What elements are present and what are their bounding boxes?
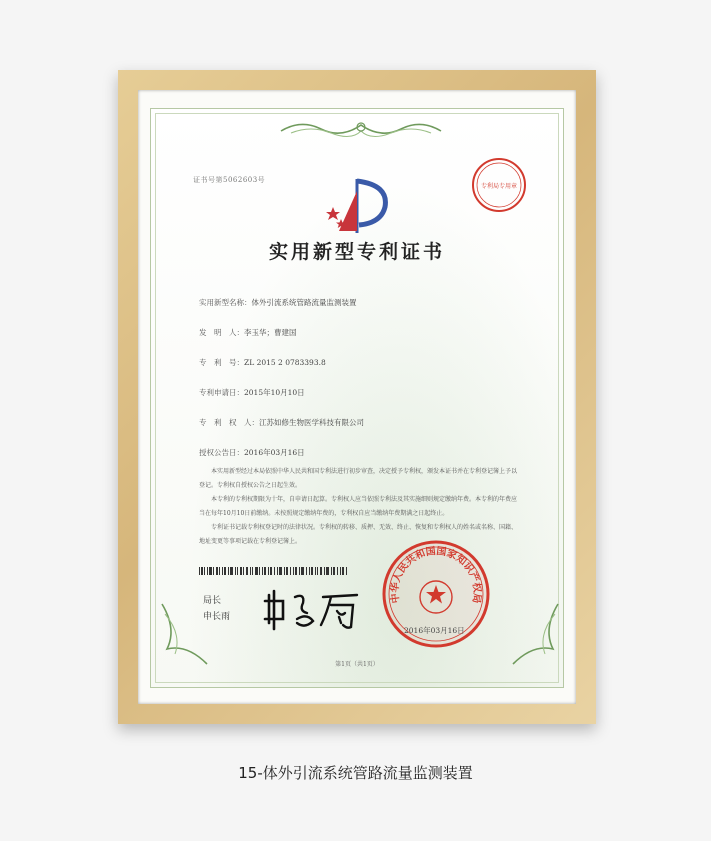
field-value: 体外引流系统管路流量监测装置 (251, 298, 357, 307)
field-value: ZL 2015 2 0783393.8 (244, 358, 326, 367)
utility-model-name-field (199, 297, 357, 308)
field-label: 专 利 权 人： (199, 418, 259, 427)
field-value: 2016年03月16日 (244, 448, 305, 457)
picture-frame (118, 70, 596, 724)
field-value: 李玉华；曹建国 (244, 328, 297, 337)
field-label: 专利申请日： (199, 388, 244, 397)
patentee-field (199, 417, 364, 428)
field-label: 授权公告日： (199, 448, 244, 457)
field-label: 发 明 人： (199, 328, 244, 337)
image-caption: 15-体外引流系统管路流量监测装置 (238, 764, 473, 782)
field-label: 实用新型名称： (199, 298, 252, 307)
certificate-serial: 证书号第5062603号 (193, 176, 266, 184)
certificate-title: 实用新型专利证书 (268, 241, 445, 263)
filing-date-field (199, 387, 305, 398)
patent-office-emblem-icon (319, 175, 399, 235)
page-number: 第1页（共1页） (335, 661, 379, 668)
seal-date: 2016年03月16日 (404, 626, 465, 635)
body-paragraph: 专利证书记载专利权登记时的法律状况。专利权的转移、质押、无效、终止、恢复和专利权人的姓名或名称、国籍、地址变更等事项记载在专利登记簿上。 (199, 524, 518, 545)
barcode (199, 567, 349, 575)
patent-number-field (199, 357, 326, 368)
certificate-body-text (199, 465, 521, 549)
inventor-field (199, 327, 297, 338)
body-paragraph: 本专利的专利权期限为十年，自申请日起算。专利权人应当依照专利法及其实施细则规定缴纳年费。本专利的年费应当在每年10月10日前缴纳。未按照规定缴纳年费的，专利权自应当缴纳年费期满之日起终止。 (199, 496, 518, 517)
body-paragraph: 本实用新型经过本局依照中华人民共和国专利法进行初步审查，决定授予专利权，颁发本证书并在专利登记簿上予以登记。专利权自授权公告之日起生效。 (199, 468, 518, 489)
patent-certificate (150, 108, 564, 688)
director-title: 局长 (203, 596, 222, 606)
field-value: 2015年10月10日 (244, 388, 305, 397)
small-red-seal (469, 155, 529, 215)
grant-date-field (199, 447, 305, 458)
frame-mat (138, 90, 576, 704)
svg-text:中华人民共和国国家知识产权局: 中华人民共和国国家知识产权局 (389, 546, 483, 604)
director-name: 申长雨 (203, 612, 231, 622)
svg-text:专利局专用章: 专利局专用章 (480, 183, 518, 190)
field-label: 专 利 号： (199, 358, 244, 367)
field-value: 江苏如修生物医学科技有限公司 (259, 418, 364, 427)
director-signature (261, 583, 371, 633)
top-ornament (271, 117, 451, 141)
